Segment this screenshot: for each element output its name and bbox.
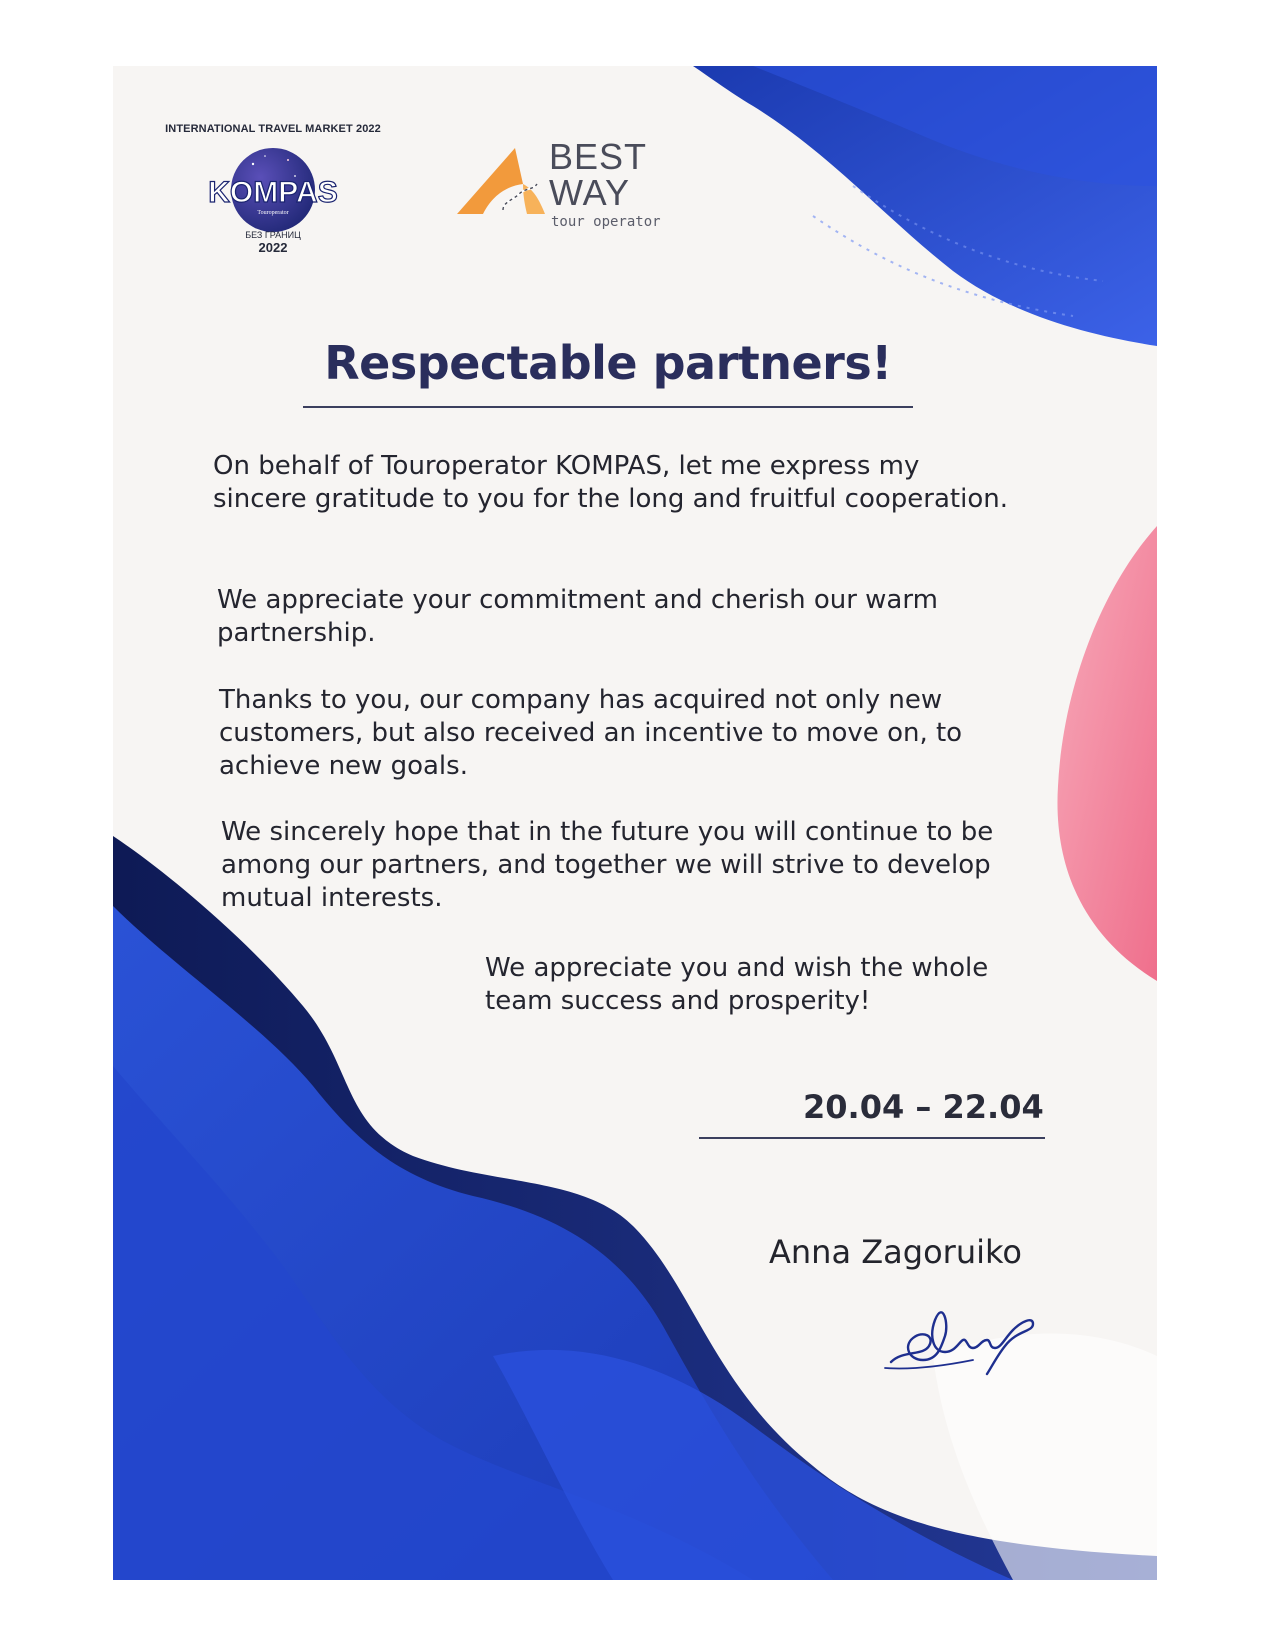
market-title: INTERNATIONAL TRAVEL MARKET 2022 bbox=[165, 123, 381, 135]
letter-title: Respectable partners! bbox=[324, 336, 892, 390]
paragraph-wishes: We appreciate you and wish the whole team success and prosperity! bbox=[485, 953, 989, 1016]
svg-text:Touroperator: Touroperator bbox=[257, 210, 289, 216]
bestway-logo-line1: BEST bbox=[549, 136, 648, 177]
event-dates: 20.04 – 22.04 bbox=[803, 1088, 1044, 1126]
bestway-tagline: tour operator bbox=[551, 214, 661, 230]
paragraph-gratitude: On behalf of Touroperator KOMPAS, let me express my sincere gratitude to you for the long and fruitful cooperation. bbox=[213, 451, 1008, 514]
signer-name: Anna Zagoruiko bbox=[769, 1233, 1022, 1271]
kompas-year: 2022 bbox=[258, 240, 288, 255]
certificate-sheet bbox=[113, 66, 1157, 1580]
title-underline bbox=[303, 406, 913, 408]
svg-text:KOMPAS: KOMPAS bbox=[208, 176, 338, 209]
bestway-logo-line2: WAY bbox=[549, 172, 630, 213]
kompas-subtitle: БЕЗ ГРАНИЦ bbox=[245, 230, 301, 240]
handwritten-signature bbox=[883, 1290, 1043, 1380]
paragraph-thanks: Thanks to you, our company has acquired not only new customers, but also received an incentive to move on, to achieve new goals. bbox=[219, 685, 963, 781]
paragraph-commitment: We appreciate your commitment and cherish our warm partnership. bbox=[217, 585, 938, 648]
paragraph-hope: We sincerely hope that in the future you will continue to be among our partners, and together we will strive to develop mutual interests. bbox=[221, 817, 994, 913]
dates-underline bbox=[699, 1137, 1045, 1139]
bestway-mountain-icon bbox=[453, 144, 563, 224]
